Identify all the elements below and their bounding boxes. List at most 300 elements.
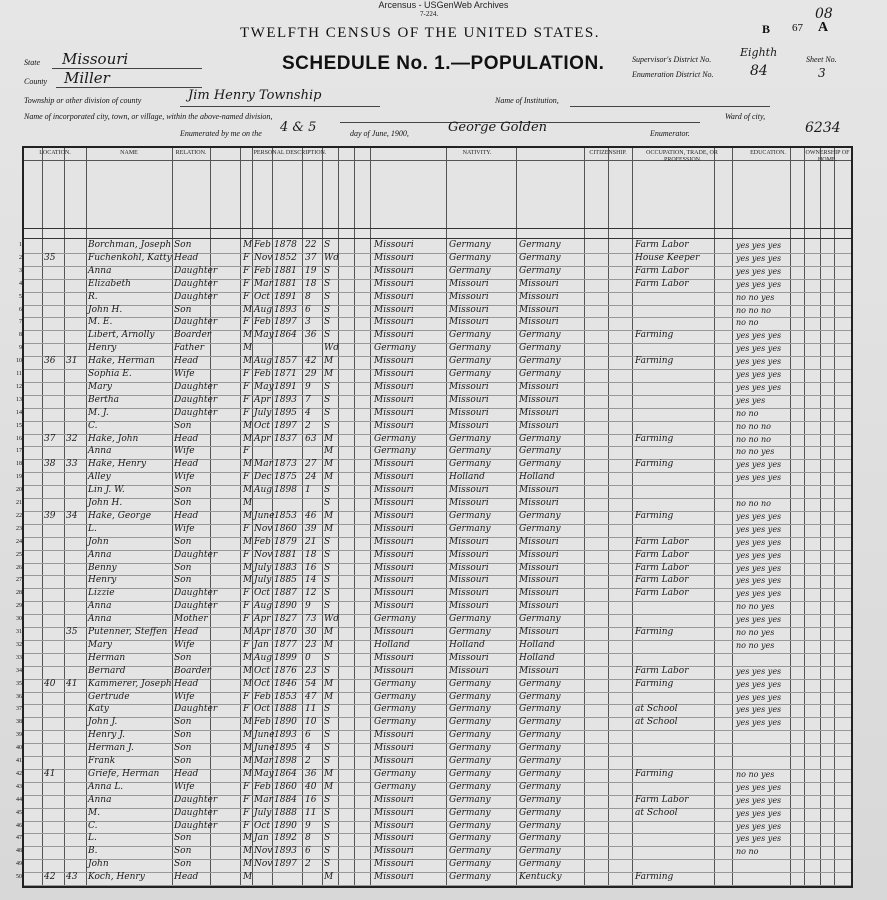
education: yes yes yes (736, 382, 782, 392)
mother-birthplace: Germany (519, 369, 561, 379)
education: yes yes yes (736, 795, 782, 805)
mother-birthplace: Germany (519, 510, 561, 521)
row-line-number: 29 (16, 603, 22, 610)
header-occupation: OCCUPATION, TRADE, OR PROFESSION (646, 150, 718, 163)
birthplace: Missouri (374, 562, 414, 573)
row-line-number: 4 (19, 280, 22, 287)
row-line-number: 33 (16, 654, 22, 661)
supervisor-value: Eighth (740, 46, 778, 59)
mother-birthplace: Missouri (519, 562, 559, 573)
marital-status: M (324, 691, 334, 702)
marital-status: S (324, 317, 331, 328)
marital-status: S (324, 820, 331, 831)
age: 42 (305, 356, 317, 367)
age: 37 (305, 252, 317, 263)
relation: Father (174, 343, 205, 354)
birthplace: Missouri (374, 523, 414, 534)
birthplace: Germany (374, 768, 416, 779)
header-name: NAME (120, 150, 138, 156)
sex: F (243, 523, 250, 534)
row-line-number: 34 (16, 667, 22, 674)
mother-birthplace: Germany (519, 781, 561, 792)
age: 0 (305, 652, 311, 663)
birthplace: Missouri (374, 652, 414, 663)
birth-year: 1890 (274, 601, 297, 612)
father-birthplace: Missouri (449, 498, 489, 508)
dwelling-number: 38 (44, 459, 56, 470)
education: no no yes (736, 602, 775, 612)
person-name: Borchman, Joseph (88, 240, 172, 250)
birthplace: Germany (374, 343, 416, 354)
education: yes yes yes (736, 537, 782, 547)
form-number: 7-224. (420, 10, 439, 18)
birth-month: Mar (254, 459, 273, 470)
sheet-value: 3 (818, 66, 826, 80)
father-birthplace: Germany (449, 833, 491, 844)
enumeration-label: Enumeration District No. (632, 70, 714, 79)
father-birthplace: Germany (449, 459, 491, 470)
sex: F (243, 446, 250, 457)
person-name: B. (88, 846, 98, 857)
birth-month: Oct (254, 704, 271, 715)
education: yes yes yes (736, 563, 782, 573)
relation: Boarder (174, 330, 212, 341)
birth-month: May (254, 768, 274, 779)
relation: Head (174, 627, 199, 637)
marital-status: S (324, 730, 331, 741)
education: yes yes yes (736, 331, 782, 341)
mother-birthplace: Germany (519, 846, 561, 857)
father-birthplace: Missouri (449, 394, 489, 405)
enumerated-prefix: Enumerated by me on the (180, 129, 262, 138)
birthplace: Missouri (374, 510, 414, 521)
birth-year: 1881 (274, 265, 297, 276)
person-name: L. (88, 523, 97, 534)
birth-year: 1860 (274, 523, 297, 534)
age: 47 (305, 691, 317, 702)
sex: M (243, 730, 253, 741)
marital-status: S (324, 265, 331, 276)
mother-birthplace: Germany (519, 717, 561, 728)
education: yes yes yes (736, 511, 782, 521)
row-line-number: 19 (16, 474, 22, 481)
sex: F (243, 278, 250, 289)
father-birthplace: Germany (449, 691, 491, 702)
birthplace: Germany (374, 691, 416, 702)
sex: M (243, 833, 253, 844)
sex: M (243, 536, 253, 547)
enumeration-value: 84 (750, 63, 768, 79)
family-number: 31 (66, 356, 78, 367)
row-line-number: 36 (16, 693, 22, 700)
age: 18 (305, 549, 317, 560)
mother-birthplace: Germany (519, 756, 561, 766)
mother-birthplace: Missouri (519, 304, 559, 315)
age: 16 (305, 562, 317, 573)
education: yes yes yes (736, 266, 782, 276)
birth-month: July (254, 562, 272, 573)
relation: Daughter (174, 820, 218, 831)
person-name: Herman (88, 652, 126, 663)
birth-month: Nov (254, 252, 273, 263)
marital-status: M (324, 639, 334, 650)
row-line-number: 42 (16, 770, 22, 777)
age: 12 (305, 588, 317, 599)
mother-birthplace: Holland (519, 639, 555, 650)
marital-status: M (324, 459, 334, 470)
sex: M (243, 846, 253, 857)
education: yes yes yes (736, 589, 782, 599)
page-stamp: 6234 (805, 120, 841, 136)
mother-birthplace: Missouri (519, 601, 559, 612)
age: 21 (305, 536, 317, 547)
person-name: Lizzie (88, 588, 115, 599)
birthplace: Germany (374, 433, 416, 444)
relation: Daughter (174, 601, 218, 612)
occupation: at School (635, 717, 678, 728)
father-birthplace: Germany (449, 807, 491, 818)
supervisor-label: Supervisor's District No. (632, 55, 712, 64)
age: 8 (305, 291, 311, 302)
marital-status: M (324, 781, 334, 792)
birthplace: Missouri (374, 627, 414, 637)
birth-year: 1875 (274, 472, 297, 483)
row-line-number: 44 (16, 796, 22, 803)
person-name: Henry (88, 343, 117, 354)
relation: Wife (174, 472, 195, 483)
person-name: Herman J. (88, 743, 134, 754)
marital-status: S (324, 304, 331, 315)
marital-status: M (324, 678, 334, 689)
row-line-number: 6 (19, 306, 22, 313)
family-number: 34 (66, 510, 78, 521)
row-line-number: 8 (19, 332, 22, 339)
birth-month: Nov (254, 846, 273, 857)
marital-status: M (324, 369, 334, 379)
father-birthplace: Germany (449, 846, 491, 857)
birthplace: Missouri (374, 356, 414, 367)
birthplace: Missouri (374, 756, 414, 766)
sex: F (243, 381, 250, 392)
marital-status: S (324, 743, 331, 754)
education: no no (736, 847, 759, 857)
age: 46 (305, 510, 317, 521)
sex: M (243, 485, 253, 496)
birthplace: Missouri (374, 872, 414, 883)
sex: M (243, 768, 253, 779)
age: 2 (305, 756, 311, 766)
relation: Son (174, 730, 192, 741)
marital-status: S (324, 485, 331, 496)
birth-year: 1878 (274, 240, 297, 250)
birthplace: Missouri (374, 252, 414, 263)
age: 2 (305, 420, 311, 431)
birth-month: Feb (254, 240, 271, 250)
father-birthplace: Missouri (449, 549, 489, 560)
birth-year: 1899 (274, 652, 297, 663)
age: 7 (305, 394, 311, 405)
birth-year: 1881 (274, 278, 297, 289)
occupation: Farm Labor (635, 575, 689, 586)
birthplace: Germany (374, 704, 416, 715)
mother-birthplace: Missouri (519, 278, 559, 289)
person-name: Libert, Arnolly (88, 330, 155, 341)
father-birthplace: Germany (449, 859, 491, 870)
person-name: Anna (88, 265, 112, 276)
father-birthplace: Germany (449, 330, 491, 341)
dwelling-number: 37 (44, 433, 56, 444)
institution-label: Name of Institution, (495, 96, 559, 105)
education: yes yes yes (736, 666, 782, 676)
father-birthplace: Germany (449, 872, 491, 883)
father-birthplace: Holland (449, 639, 485, 650)
marital-status: M (324, 472, 334, 483)
birth-month: Nov (254, 859, 273, 870)
marital-status: S (324, 859, 331, 870)
occupation: Farming (635, 678, 674, 689)
relation: Head (174, 459, 199, 470)
mother-birthplace: Germany (519, 807, 561, 818)
sex: M (243, 652, 253, 663)
age: 30 (305, 627, 317, 637)
person-name: Hake, Henry (88, 459, 147, 470)
birthplace: Germany (374, 614, 416, 625)
birthplace: Missouri (374, 485, 414, 496)
birth-year: 1891 (274, 381, 297, 392)
occupation: Farming (635, 330, 674, 341)
mother-birthplace: Missouri (519, 575, 559, 586)
education: yes yes yes (736, 615, 782, 625)
education: yes yes yes (736, 357, 782, 367)
occupation: Farm Labor (635, 536, 689, 547)
marital-status: S (324, 807, 331, 818)
education: yes yes yes (736, 241, 782, 250)
occupation: Farming (635, 356, 674, 367)
birthplace: Missouri (374, 278, 414, 289)
row-line-number: 13 (16, 396, 22, 403)
relation: Son (174, 240, 192, 250)
birthplace: Missouri (374, 240, 414, 250)
row-line-number: 40 (16, 745, 22, 752)
row-line-number: 3 (19, 267, 22, 274)
row-line-number: 37 (16, 706, 22, 713)
birth-month: Apr (254, 394, 271, 405)
marital-status: M (324, 523, 334, 534)
age: 22 (305, 240, 317, 250)
header-citizenship: CITIZENSHIP. (589, 150, 627, 156)
sex: M (243, 459, 253, 470)
relation: Son (174, 575, 192, 586)
birth-month: Aug (254, 652, 273, 663)
person-name: Anna L. (88, 781, 124, 792)
sex: F (243, 369, 250, 379)
relation: Wife (174, 691, 195, 702)
person-name: Koch, Henry (88, 872, 145, 883)
marital-status: S (324, 381, 331, 392)
father-birthplace: Missouri (449, 536, 489, 547)
father-birthplace: Missouri (449, 575, 489, 586)
relation: Head (174, 356, 199, 367)
father-birthplace: Germany (449, 343, 491, 354)
relation: Daughter (174, 549, 218, 560)
marital-status: S (324, 420, 331, 431)
birth-year: 1885 (274, 575, 297, 586)
relation: Wife (174, 781, 195, 792)
person-name: M. E. (88, 317, 113, 328)
row-line-number: 16 (16, 435, 22, 442)
father-birthplace: Missouri (449, 381, 489, 392)
occupation: Farm Labor (635, 278, 689, 289)
row-line-number: 48 (16, 848, 22, 855)
marital-status: S (324, 833, 331, 844)
marital-status: S (324, 536, 331, 547)
age: 40 (305, 781, 317, 792)
birth-month: Jan (254, 833, 269, 844)
father-birthplace: Germany (449, 743, 491, 754)
birthplace: Missouri (374, 369, 414, 379)
dwelling-number: 35 (44, 252, 56, 263)
father-birthplace: Germany (449, 781, 491, 792)
birth-month: Nov (254, 549, 273, 560)
birth-month: July (254, 575, 272, 586)
marital-status: S (324, 407, 331, 418)
person-name: M. (88, 807, 101, 818)
marital-status: S (324, 394, 331, 405)
birth-year: 1895 (274, 743, 297, 754)
row-line-number: 46 (16, 822, 22, 829)
mother-birthplace: Germany (519, 743, 561, 754)
father-birthplace: Missouri (449, 665, 489, 676)
birth-year: 1827 (274, 614, 297, 625)
row-line-number: 21 (16, 500, 22, 506)
stamp-corner: 08 (815, 6, 833, 22)
mother-birthplace: Germany (519, 704, 561, 715)
birth-year: 1846 (274, 678, 297, 689)
relation: Daughter (174, 704, 218, 715)
marital-status: S (324, 601, 331, 612)
person-name: Hake, Herman (88, 356, 155, 367)
birth-year: 1895 (274, 407, 297, 418)
birth-month: Dec (254, 472, 272, 483)
sex: F (243, 691, 250, 702)
age: 4 (305, 743, 311, 754)
father-birthplace: Holland (449, 472, 485, 483)
birthplace: Missouri (374, 459, 414, 470)
state-value: Missouri (62, 50, 129, 68)
occupation: Farm Labor (635, 794, 689, 805)
father-birthplace: Germany (449, 794, 491, 805)
birth-year: 1898 (274, 756, 297, 766)
father-birthplace: Germany (449, 240, 491, 250)
relation: Daughter (174, 265, 218, 276)
father-birthplace: Missouri (449, 420, 489, 431)
sex: M (243, 743, 253, 754)
relation: Daughter (174, 588, 218, 599)
person-name: Henry (88, 575, 117, 586)
age: 2 (305, 859, 311, 870)
education: yes yes yes (736, 576, 782, 586)
birth-month: Oct (254, 665, 271, 676)
marital-status: S (324, 665, 331, 676)
birthplace: Missouri (374, 859, 414, 870)
sex: F (243, 588, 250, 599)
age: 9 (305, 820, 311, 831)
person-name: Kammerer, Joseph (88, 678, 172, 689)
relation: Son (174, 833, 192, 844)
mother-birthplace: Missouri (519, 381, 559, 392)
education: no no yes (736, 640, 775, 650)
age: 36 (305, 768, 317, 779)
family-number: 33 (66, 459, 78, 470)
sex: M (243, 433, 253, 444)
father-birthplace: Germany (449, 717, 491, 728)
relation: Daughter (174, 381, 218, 392)
row-line-number: 50 (16, 874, 22, 881)
row-line-number: 24 (16, 538, 22, 545)
mother-birthplace: Germany (519, 459, 561, 470)
birth-year: 1873 (274, 459, 297, 470)
mother-birthplace: Germany (519, 356, 561, 367)
sex: F (243, 549, 250, 560)
father-birthplace: Germany (449, 369, 491, 379)
mother-birthplace: Germany (519, 833, 561, 844)
person-name: M. J. (88, 407, 109, 418)
age: 16 (305, 794, 317, 805)
occupation: House Keeper (635, 252, 700, 263)
relation: Son (174, 420, 192, 431)
county-value: Miller (64, 69, 110, 87)
relation: Son (174, 498, 192, 508)
sex: F (243, 781, 250, 792)
mother-birthplace: Germany (519, 265, 561, 276)
row-line-number: 41 (16, 758, 22, 764)
marital-status: M (324, 872, 334, 883)
birth-year: 1857 (274, 356, 297, 367)
sex: M (243, 240, 253, 250)
person-name: L. (88, 833, 97, 844)
birthplace: Missouri (374, 743, 414, 754)
row-line-number: 32 (16, 641, 22, 648)
header-relation: RELATION. (175, 150, 207, 156)
education: no no yes (736, 447, 775, 457)
age: 23 (305, 665, 317, 676)
birth-year: 1891 (274, 291, 297, 302)
birthplace: Holland (374, 639, 410, 650)
birth-month: Feb (254, 536, 271, 547)
person-name: John H. (88, 498, 123, 508)
sex: F (243, 614, 250, 625)
age: 3 (305, 317, 311, 328)
education: yes yes yes (736, 524, 782, 534)
birth-year: 1884 (274, 794, 297, 805)
father-birthplace: Missouri (449, 485, 489, 496)
relation: Head (174, 678, 199, 689)
father-birthplace: Missouri (449, 652, 489, 663)
birth-year: 1864 (274, 330, 297, 341)
sex: M (243, 665, 253, 676)
birthplace: Germany (374, 446, 416, 457)
relation: Daughter (174, 278, 218, 289)
marital-status: S (324, 756, 331, 766)
dwelling-number: 36 (44, 356, 56, 367)
row-line-number: 18 (16, 461, 22, 468)
person-name: Alley (88, 472, 111, 483)
age: 29 (305, 369, 317, 379)
sex: F (243, 820, 250, 831)
age: 6 (305, 304, 311, 315)
mother-birthplace: Missouri (519, 485, 559, 496)
person-name: C. (88, 420, 98, 431)
